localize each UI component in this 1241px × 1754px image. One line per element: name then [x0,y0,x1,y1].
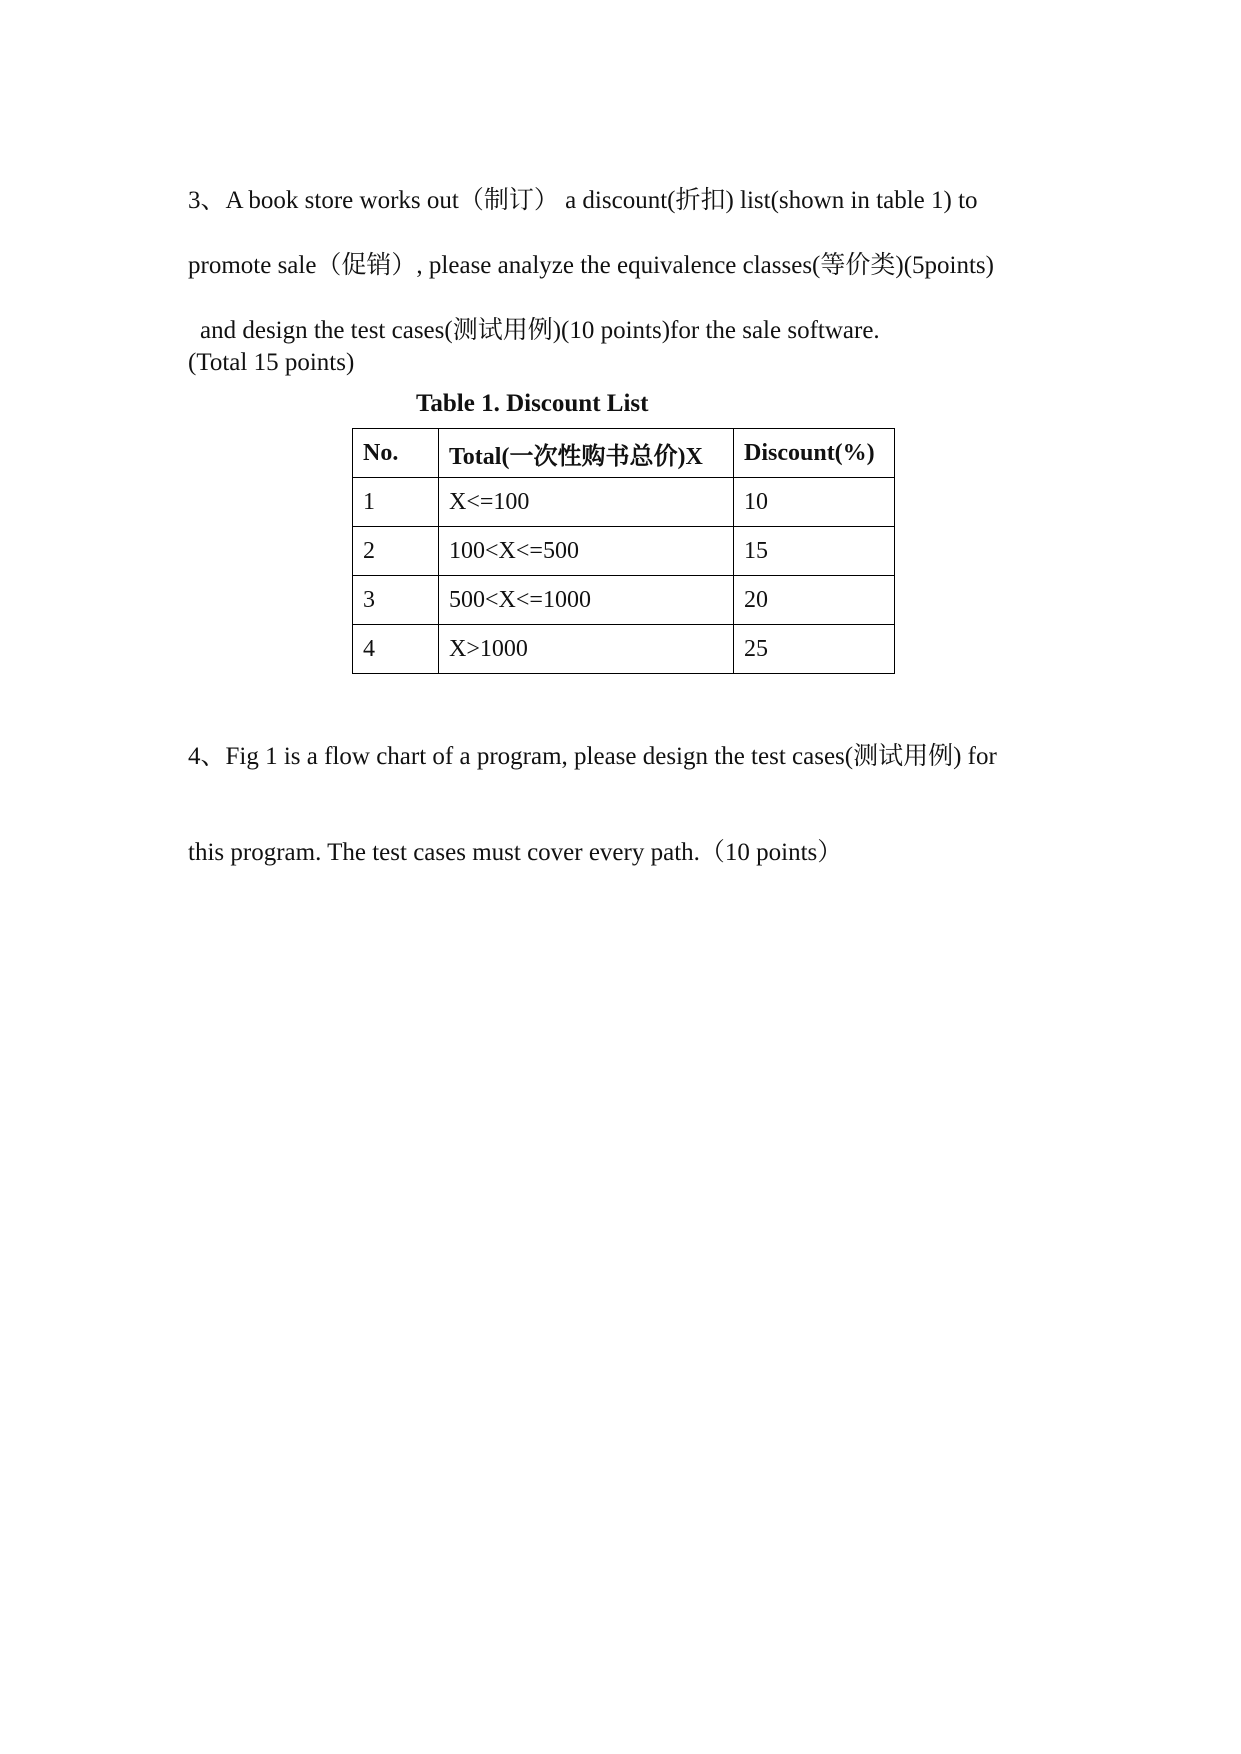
question-3-line-1: 3、A book store works out（制订） a discount(折扣) list(shown in table 1) to [188,187,978,214]
cell-total: X>1000 [439,625,734,674]
header-no: No. [353,429,439,478]
table-header-row [353,429,895,478]
question-4-line-2: this program. The test cases must cover every path.（10 points） [188,839,843,866]
cell-discount: 10 [734,478,895,527]
question-3-points-total: (Total 15 points) [188,349,355,376]
table-row [353,576,895,625]
cell-no: 3 [353,576,439,625]
question-4-line-1: 4、Fig 1 is a flow chart of a program, please design the test cases(测试用例) for [188,743,997,770]
cell-total: 500<X<=1000 [439,576,734,625]
discount-table [352,428,895,674]
cell-discount: 25 [734,625,895,674]
table-row [353,478,895,527]
question-3-line-2: promote sale（促销）, please analyze the equivalence classes(等价类)(5points) [188,252,994,279]
table-caption: Table 1. Discount List [416,390,649,417]
cell-total: X<=100 [439,478,734,527]
cell-no: 4 [353,625,439,674]
header-total: Total(一次性购书总价)X [439,429,734,478]
cell-no: 1 [353,478,439,527]
cell-discount: 20 [734,576,895,625]
question-3-line-3: and design the test cases(测试用例)(10 points)for the sale software. [200,317,880,344]
header-discount: Discount(%) [734,429,895,478]
cell-total: 100<X<=500 [439,527,734,576]
cell-discount: 15 [734,527,895,576]
cell-no: 2 [353,527,439,576]
table-row [353,527,895,576]
table-row [353,625,895,674]
